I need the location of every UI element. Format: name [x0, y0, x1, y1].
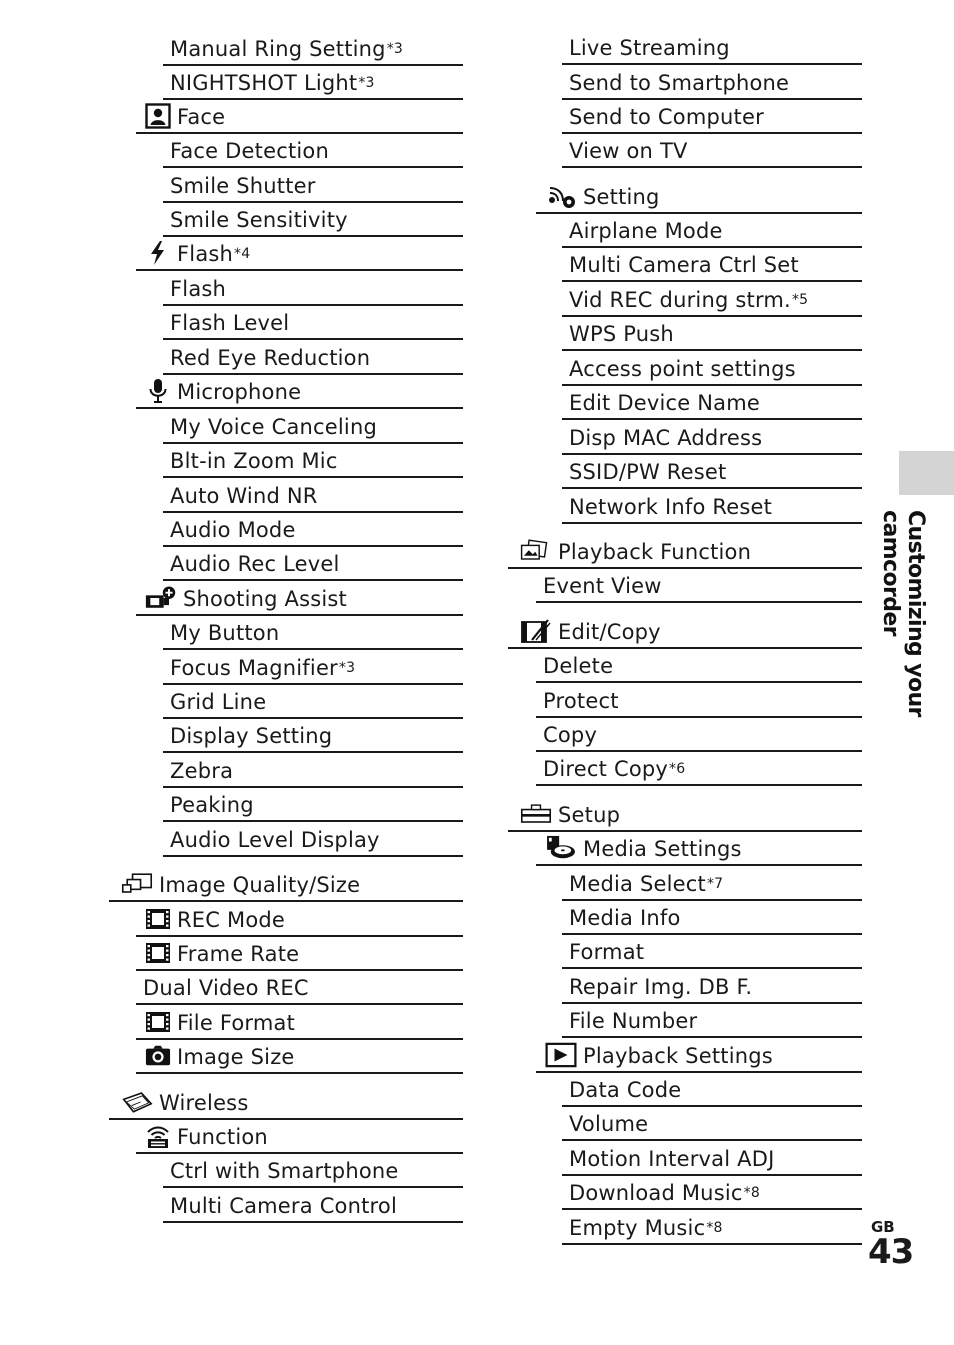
- menu-item-label: Repair Img. DB F.: [569, 975, 753, 999]
- menu-item-label: File Format: [177, 1011, 296, 1035]
- menu-item-label: Multi Camera Control: [170, 1194, 398, 1218]
- menu-item: [562, 66, 862, 100]
- region-label: GB: [871, 1218, 895, 1236]
- menu-item-label: Frame Rate: [177, 942, 300, 966]
- media-settings-icon: [545, 835, 577, 861]
- menu-item-label: Edit Device Name: [569, 391, 760, 415]
- menu-item-label: Empty Music: [569, 1216, 706, 1240]
- menu-item-label: Format: [569, 940, 645, 964]
- menu-item: [508, 798, 862, 832]
- menu-item: [508, 615, 862, 649]
- menu-item-label: Display Setting: [170, 724, 333, 748]
- menu-item-label: Multi Camera Ctrl Set: [569, 253, 799, 277]
- menu-item-label: Direct Copy: [543, 757, 669, 781]
- menu-item-label: Motion Interval ADJ: [569, 1147, 775, 1171]
- wireless-setting-icon: [545, 183, 577, 209]
- menu-item: [562, 31, 862, 65]
- menu-item-label: Live Streaming: [569, 36, 730, 60]
- menu-item-label: Peaking: [170, 793, 254, 817]
- footnote-marker: *8: [743, 1185, 760, 1201]
- menu-item: [562, 455, 862, 489]
- menu-item-label: Microphone: [177, 380, 302, 404]
- chapter-title: Customizing your camcorder: [878, 510, 928, 717]
- menu-item-label: Media Info: [569, 906, 681, 930]
- menu-item: [562, 317, 862, 351]
- menu-item-label: Wireless: [159, 1091, 249, 1115]
- menu-item: [562, 1107, 862, 1141]
- menu-item-label: My Button: [170, 621, 280, 645]
- menu-item-label: Flash: [170, 277, 227, 301]
- menu-item-label: Airplane Mode: [569, 219, 723, 243]
- menu-item: [562, 283, 862, 317]
- menu-item: [562, 1142, 862, 1176]
- menu-item: [562, 867, 862, 901]
- menu-item: [562, 134, 862, 168]
- menu-item-label: Face: [177, 105, 226, 129]
- menu-item: [536, 684, 862, 718]
- menu-item-label: Delete: [543, 654, 614, 678]
- menu-item: [536, 180, 862, 214]
- menu-item: [562, 970, 862, 1004]
- menu-item: [562, 1073, 862, 1107]
- menu-item: [562, 901, 862, 935]
- menu-item-label: REC Mode: [177, 908, 286, 932]
- menu-item: [562, 214, 862, 248]
- menu-item-label: Image Quality/Size: [159, 873, 361, 897]
- menu-item-label: Image Size: [177, 1045, 295, 1069]
- page-number: 43: [868, 1232, 914, 1272]
- playback-settings-icon: [545, 1042, 577, 1068]
- playback-function-icon: [520, 538, 552, 564]
- footnote-marker: *4: [234, 246, 251, 262]
- menu-item-label: SSID/PW Reset: [569, 460, 727, 484]
- menu-item-label: Disp MAC Address: [569, 426, 763, 450]
- menu-item: [562, 352, 862, 386]
- menu-item: [536, 832, 862, 866]
- setup-icon: [520, 801, 552, 827]
- menu-item-label: Zebra: [170, 759, 234, 783]
- menu-item: [562, 1211, 862, 1245]
- menu-item-label: Media Select: [569, 872, 706, 896]
- footnote-marker: *5: [791, 292, 809, 308]
- menu-item: [536, 569, 862, 603]
- menu-item-label: Audio Rec Level: [170, 552, 340, 576]
- menu-item-label: Protect: [543, 689, 619, 713]
- menu-item: [508, 535, 862, 569]
- menu-item: [562, 1176, 862, 1210]
- menu-item: [536, 752, 862, 786]
- menu-item: [536, 649, 862, 683]
- menu-item-label: Grid Line: [170, 690, 267, 714]
- menu-item-label: Audio Mode: [170, 518, 296, 542]
- menu-item-label: Smile Sensitivity: [170, 208, 348, 232]
- menu-item: [562, 248, 862, 282]
- menu-item-label: NIGHTSHOT Light: [170, 71, 358, 95]
- footnote-marker: *3: [386, 41, 404, 57]
- menu-item-label: Edit/Copy: [558, 620, 661, 644]
- menu-item-label: Face Detection: [170, 139, 329, 163]
- menu-item-label: Smile Shutter: [170, 174, 316, 198]
- menu-item-label: Red Eye Reduction: [170, 346, 371, 370]
- menu-item-label: Dual Video REC: [143, 976, 309, 1000]
- footnote-marker: *6: [669, 761, 686, 777]
- menu-item-label: Blt-in Zoom Mic: [170, 449, 338, 473]
- menu-item-label: Playback Function: [558, 540, 752, 564]
- menu-item: [536, 718, 862, 752]
- menu-item-label: Network Info Reset: [569, 495, 773, 519]
- menu-item: [562, 1004, 862, 1038]
- menu-item-label: Download Music: [569, 1181, 743, 1205]
- menu-item: [562, 421, 862, 455]
- menu-item-label: Audio Level Display: [170, 828, 380, 852]
- menu-item-label: Manual Ring Setting: [170, 37, 386, 61]
- menu-item: [562, 490, 862, 524]
- footnote-marker: *3: [338, 660, 356, 676]
- menu-item-label: Volume: [569, 1112, 649, 1136]
- menu-item-label: Focus Magnifier: [170, 656, 338, 680]
- menu-item-label: File Number: [569, 1009, 698, 1033]
- menu-item-label: Access point settings: [569, 357, 796, 381]
- menu-item-label: WPS Push: [569, 322, 674, 346]
- menu-item-label: My Voice Canceling: [170, 415, 377, 439]
- menu-item-label: Flash Level: [170, 311, 290, 335]
- menu-item-label: Event View: [543, 574, 662, 598]
- footnote-marker: *7: [706, 876, 724, 892]
- menu-item-label: Copy: [543, 723, 598, 747]
- menu-item: [562, 935, 862, 969]
- menu-item: [562, 386, 862, 420]
- menu-item-label: Media Settings: [583, 837, 742, 861]
- menu-item-label: Shooting Assist: [183, 587, 347, 611]
- menu-item-label: Auto Wind NR: [170, 484, 318, 508]
- menu-item-label: Data Code: [569, 1078, 682, 1102]
- menu-item-label: Vid REC during strm.: [569, 288, 791, 312]
- menu-item-label: Function: [177, 1125, 268, 1149]
- menu-item-label: Setup: [558, 803, 621, 827]
- menu-item-label: Flash: [177, 242, 234, 266]
- footnote-marker: *8: [706, 1220, 723, 1236]
- edit-copy-icon: [520, 618, 552, 644]
- menu-item-label: Ctrl with Smartphone: [170, 1159, 399, 1183]
- menu-item: [536, 1039, 862, 1073]
- menu-item-label: Send to Computer: [569, 105, 764, 129]
- menu-item-label: View on TV: [569, 139, 688, 163]
- menu-item: [562, 100, 862, 134]
- menu-item-label: Send to Smartphone: [569, 71, 790, 95]
- menu-item-label: Playback Settings: [583, 1044, 773, 1068]
- menu-item-label: Setting: [583, 185, 660, 209]
- footnote-marker: *3: [358, 75, 375, 91]
- chapter-tab: [899, 451, 954, 495]
